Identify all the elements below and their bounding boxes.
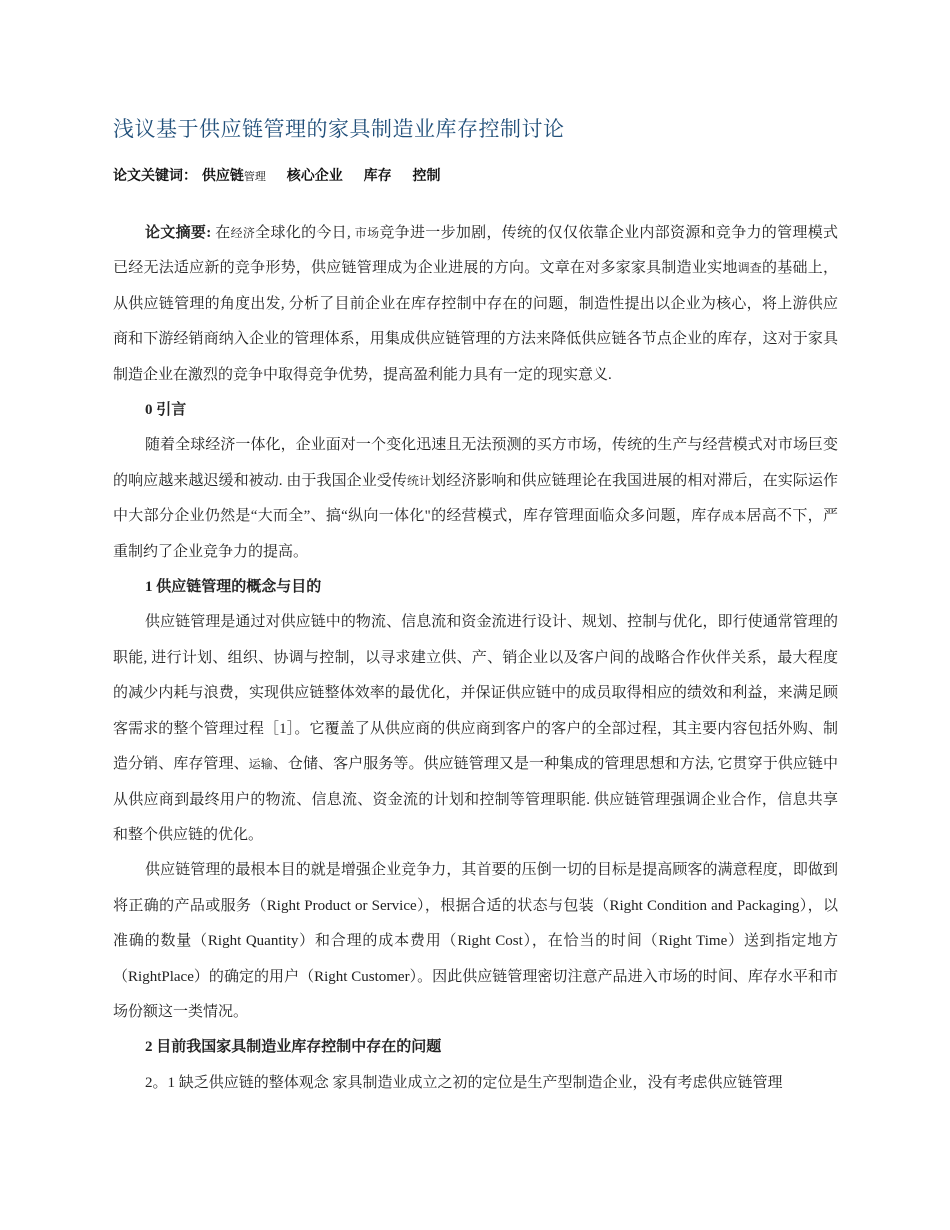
section-heading-2: 2 目前我国家具制造业库存控制中存在的问题 (145, 1039, 442, 1056)
paragraph-text: 随着全球经济一体化，企业面对一个变化迅速且无法预测的买方市场，传统的生产与经营模式对市场巨变的响应越来越迟缓和被动. 由于我国企业受传 (113, 437, 838, 489)
paragraph-text-small: 成本 (721, 509, 747, 524)
intro-paragraph (113, 428, 838, 570)
keyword-text: 供应链 (201, 168, 244, 184)
keyword-text-small: 管理 (243, 170, 266, 183)
problem-paragraph: 2。1 缺乏供应链的整体观念 家具制造业成立之初的定位是生产型制造企业，没有考虑供应链管理 (145, 1074, 783, 1091)
keyword-inventory: 库存 (363, 168, 392, 184)
section-heading-0: 0 引言 (145, 402, 187, 419)
concept-paragraph (113, 605, 838, 853)
keyword-supply-chain-management (202, 168, 266, 184)
paragraph-text: 划经济影响和供应链理论在我国进展的相对滞后，在实际运作中大部分企业仍然是“大而全”、搞“纵向一体化"的经营模式，库存管理面临众多问题，库存 (113, 472, 838, 525)
abstract-text: 在 (215, 225, 231, 241)
keyword-core-enterprise: 核心企业 (286, 168, 343, 184)
abstract-text-small: 调查 (737, 261, 763, 276)
paragraph-text-small: 运输 (248, 757, 273, 772)
abstract-text-small: 市场 (354, 226, 380, 240)
abstract-text-small: 经济 (230, 226, 256, 240)
keyword-control: 控制 (412, 168, 441, 184)
abstract-text: 竞争进一步加剧，传统的仅仅依靠企业内部资源和竞争力的管理模式已经无法适应新的竞争形势，供应链管理成为企业进展的方向。文章在对多家家具制造业实地 (113, 225, 838, 277)
document-body (113, 216, 838, 1101)
abstract-label: 论文摘要 (145, 225, 207, 241)
keywords-label: 论文关键词： (113, 168, 197, 184)
paragraph-text: 居高不下，严重制约了企业竞争力的提高。 (113, 508, 838, 560)
paragraph-text: 、仓储、客户服务等。供应链管理又是一种集成的管理思想和方法, 它贯穿于供应链中从供应商到最终用户的物流、信息流、资金流的计划和控制等管理职能. 供应链管理强调企业合作，信息共享和整个供应链的优化。 (113, 756, 838, 843)
abstract-text: 的基础上，从供应链管理的角度出发, 分析了目前企业在库存控制中存在的问题，制造性提出以企业为核心，将上游供应商和下游经销商纳入企业的管理体系，用集成供应链管理的方法来降低供应链各节点企业的库存，这对于家具制造企业在激烈的竞争中取得竞争优势，提高盈利能力具有一定的现实意义. (113, 260, 838, 383)
paragraph-text-small: 统计 (406, 473, 432, 488)
abstract-paragraph (113, 216, 838, 393)
abstract-text: 全球化的今日, (255, 225, 355, 241)
document-title: 浅议基于供应链管理的家具制造业库存控制讨论 (113, 117, 565, 141)
keywords-line (113, 165, 457, 185)
section-heading-1: 1 供应链管理的概念与目的 (145, 579, 322, 596)
paragraph-text: 供应链管理是通过对供应链中的物流、信息流和资金流进行设计、规划、控制与优化，即行使通常管理的职能, 进行计划、组织、协调与控制，以寻求建立供、产、销企业以及客户间的战略合作伙伴关系，最大程度的减少内耗与浪费，实现供应链整体效率的最优化，并保证供应链中的成员取得相应的绩效和利益，来满足顾客需求的整个管理过程［1］。它覆盖了从供应商的供应商到客户的客户的全部过程，其主要内容包括外购、制造分销、库存管理、 (113, 614, 838, 773)
abstract-colon: : (206, 225, 216, 241)
purpose-paragraph: 供应链管理的最根本目的就是增强企业竞争力，其首要的压倒一切的目标是提高顾客的满意程度，即做到将正确的产品或服务（Right Product or Service），根据合适的状态与包装（Right Condition and Packaging），以准确的数量（Right Quantity）和合理的成本费用（Right Cost），在恰当的时间（Right Time）送到指定地方（RightPlace）的确定的用户（Right Customer）。因此供应链管理密切注意产品进入市场的时间、库存水平和市场份额这一类情况。 (113, 862, 838, 1020)
